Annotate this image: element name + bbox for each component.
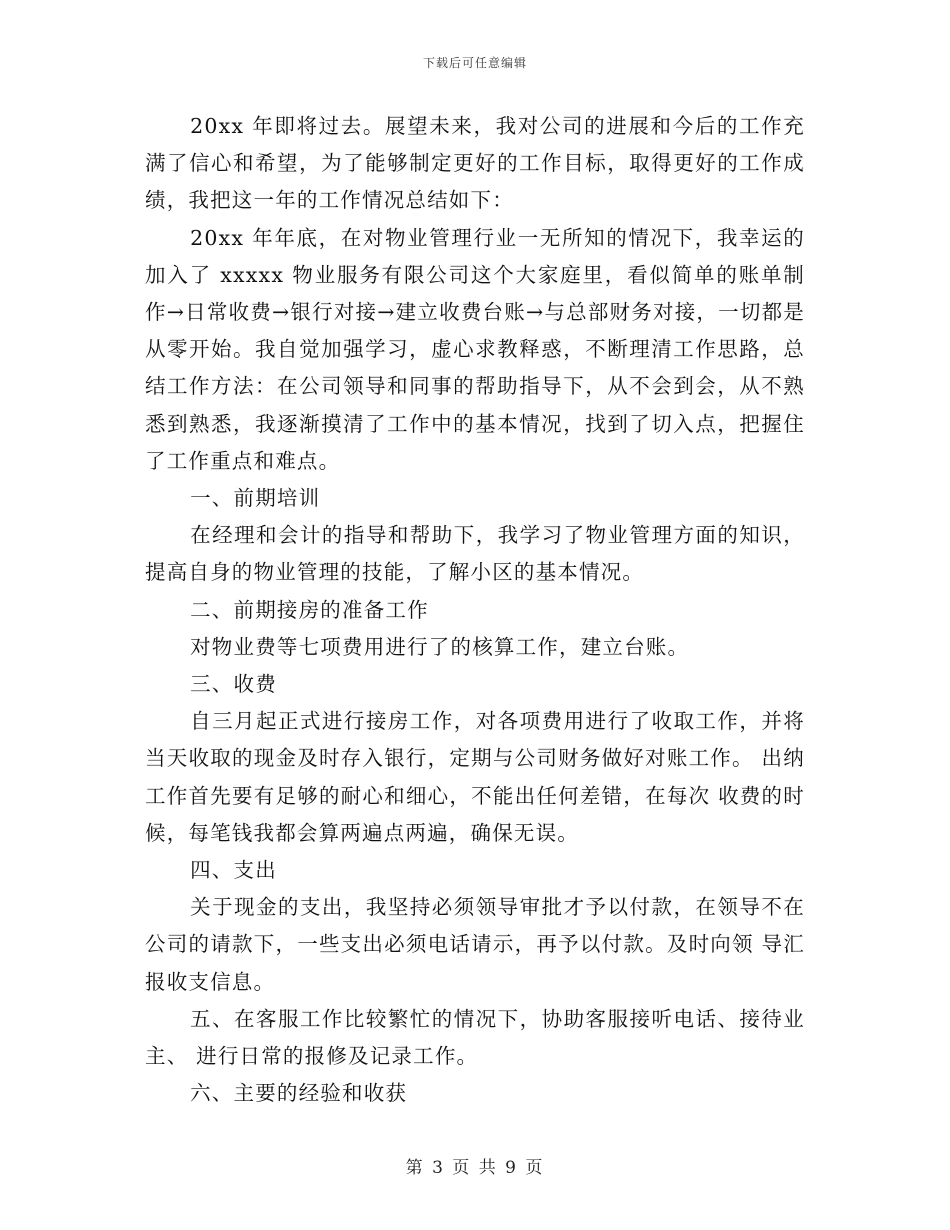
section-heading-expenses: 四、支出	[190, 858, 277, 883]
background-paragraph: 20xx 年年底，在对物业管理行业一无所知的情况下，我幸运的加入了 xxxxx 物业服务有限公司这个大家庭里，看似简单的账单制作→日常收费→银行对接→建立收费台账→与总部财务对接，一切都是从零开始。我自觉加强学习，虚心求教释惑，不断理清工作思路，总结工作方法：在公司领导和同事的帮助指导下，从不会到会，从不熟悉到熟悉，我逐渐摸清了工作中的基本情况，找到了切入点，把握住了工作重点和难点。	[145, 225, 805, 473]
section-heading-preparation: 二、前期接房的准备工作	[190, 597, 429, 622]
customer-service-paragraph: 五、在客服工作比较繁忙的情况下，协助客服接听电话、接待业主、 进行日常的报修及记录工作。	[145, 1006, 805, 1069]
section-heading-training: 一、前期培训	[190, 486, 321, 511]
section-heading-experience: 六、主要的经验和收获	[190, 1081, 408, 1106]
section-heading-collection: 三、收费	[190, 672, 277, 697]
preparation-paragraph: 对物业费等七项费用进行了的核算工作，建立台账。	[190, 634, 690, 659]
document-body	[145, 108, 805, 1112]
collection-paragraph: 自三月起正式进行接房工作，对各项费用进行了收取工作，并将当天收取的现金及时存入银行，定期与公司财务做好对账工作。 出纳工作首先要有足够的耐心和细心，不能出任何差错，在每次 收费的时候，每笔钱我都会算两遍点两遍，确保无误。	[145, 709, 805, 845]
training-paragraph: 在经理和会计的指导和帮助下，我学习了物业管理方面的知识，提高自身的物业管理的技能，了解小区的基本情况。	[145, 523, 805, 585]
intro-paragraph: 20xx 年即将过去。展望未来，我对公司的进展和今后的工作充满了信心和希望，为了能够制定更好的工作目标，取得更好的工作成绩，我把这一年的工作情况总结如下：	[145, 114, 805, 213]
page-number: 第 3 页 共 9 页	[405, 1158, 545, 1178]
header-note: 下载后可任意编辑	[422, 56, 527, 70]
expenses-paragraph: 关于现金的支出，我坚持必须领导审批才予以付款，在领导不在公司的请款下，一些支出必须电话请示，再予以付款。及时向领 导汇报收支信息。	[145, 895, 805, 994]
